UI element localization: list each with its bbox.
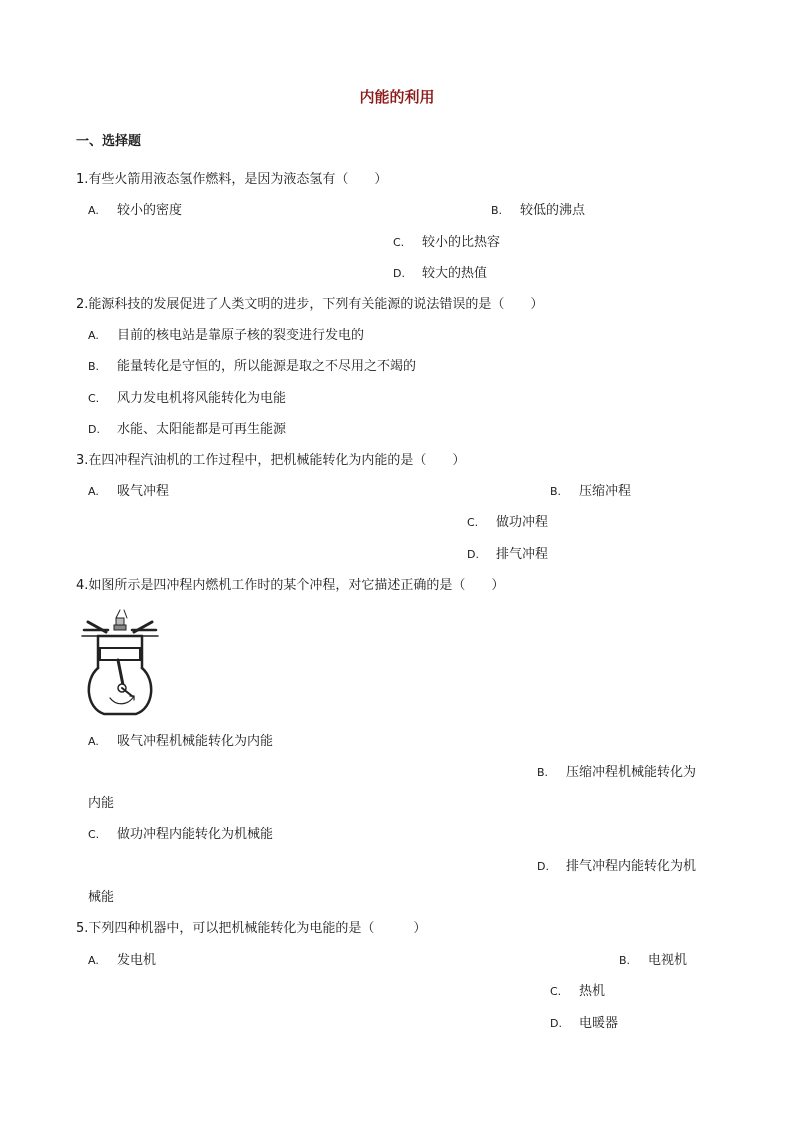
option-label: D. — [88, 423, 100, 436]
q3-option-a[interactable] — [88, 484, 169, 500]
option-text: 压缩冲程机械能转化为 — [566, 765, 697, 780]
option-text: 目前的核电站是靠原子核的裂变进行发电的 — [117, 328, 365, 343]
option-text: 风力发电机将风能转化为电能 — [117, 391, 287, 406]
option-text: 能量转化是守恒的，所以能源是取之不尽用之不竭的 — [117, 359, 417, 374]
option-text: 电暖器 — [579, 1016, 619, 1031]
engine-diagram — [80, 608, 160, 720]
question-2-stem: 2.能源科技的发展促进了人类文明的进步，下列有关能源的说法错误的是（ ） — [76, 297, 544, 312]
q3-option-d[interactable] — [467, 547, 548, 563]
q4-option-c[interactable] — [88, 827, 273, 843]
option-text: 水能、太阳能都是可再生能源 — [117, 422, 287, 437]
option-label: C. — [393, 236, 405, 249]
option-text: 吸气冲程 — [117, 484, 170, 499]
option-text: 热机 — [579, 984, 606, 999]
option-text: 排气冲程 — [496, 547, 549, 562]
option-text: 做功冲程内能转化为机械能 — [117, 827, 274, 842]
q3-option-b[interactable] — [550, 484, 631, 500]
question-5-stem: 5.下列四种机器中，可以把机械能转化为电能的是（ ） — [76, 921, 427, 936]
option-label: C. — [467, 516, 479, 529]
q4-option-b-wrap: 内能 — [88, 796, 115, 811]
option-text: 较小的密度 — [117, 203, 183, 218]
option-text: 较低的沸点 — [520, 203, 586, 218]
q1-option-c[interactable] — [393, 235, 500, 251]
option-text: 电视机 — [648, 953, 688, 968]
option-label: D. — [537, 860, 549, 873]
q2-option-b[interactable] — [88, 359, 416, 375]
section-heading: 一、选择题 — [76, 134, 142, 149]
q4-option-a[interactable] — [88, 734, 273, 750]
q1-option-a[interactable] — [88, 203, 182, 219]
q1-option-b[interactable] — [491, 203, 585, 219]
option-text: 排气冲程内能转化为机 — [566, 859, 697, 874]
q2-option-d[interactable] — [88, 422, 286, 438]
option-label: B. — [619, 954, 631, 967]
option-label: D. — [467, 548, 479, 561]
question-4-stem: 4.如图所示是四冲程内燃机工作时的某个冲程，对它描述正确的是（ ） — [76, 578, 505, 593]
q4-option-d-wrap: 械能 — [88, 890, 115, 905]
option-label: A. — [88, 954, 99, 967]
option-label: A. — [88, 485, 99, 498]
option-text: 较大的热值 — [422, 266, 488, 281]
question-3-stem: 3.在四冲程汽油机的工作过程中，把机械能转化为内能的是（ ） — [76, 453, 466, 468]
q2-option-a[interactable] — [88, 328, 364, 344]
option-label: A. — [88, 329, 99, 342]
q5-option-d[interactable] — [550, 1016, 618, 1032]
question-1-stem: 1.有些火箭用液态氢作燃料，是因为液态氢有（ ） — [76, 172, 388, 187]
option-label: A. — [88, 735, 99, 748]
q4-option-d[interactable] — [537, 859, 696, 875]
q1-option-d[interactable] — [393, 266, 487, 282]
option-text: 压缩冲程 — [579, 484, 632, 499]
q5-option-a[interactable] — [88, 953, 156, 969]
option-text: 较小的比热容 — [422, 235, 501, 250]
q3-option-c[interactable] — [467, 515, 548, 531]
q5-option-c[interactable] — [550, 984, 605, 1000]
option-label: A. — [88, 204, 99, 217]
page-title: 内能的利用 — [359, 88, 435, 106]
q5-option-b[interactable] — [619, 953, 687, 969]
option-label: D. — [550, 1017, 562, 1030]
option-text: 吸气冲程机械能转化为内能 — [117, 734, 274, 749]
option-label: C. — [88, 392, 100, 405]
q2-option-c[interactable] — [88, 391, 286, 407]
option-label: B. — [550, 485, 562, 498]
engine-diagram-drawing — [82, 610, 158, 714]
option-label: B. — [88, 360, 100, 373]
option-label: D. — [393, 267, 405, 280]
option-label: B. — [491, 204, 503, 217]
option-label: C. — [88, 828, 100, 841]
q4-option-b[interactable] — [537, 765, 696, 781]
option-label: B. — [537, 766, 549, 779]
option-label: C. — [550, 985, 562, 998]
option-text: 做功冲程 — [496, 515, 549, 530]
option-text: 发电机 — [117, 953, 157, 968]
